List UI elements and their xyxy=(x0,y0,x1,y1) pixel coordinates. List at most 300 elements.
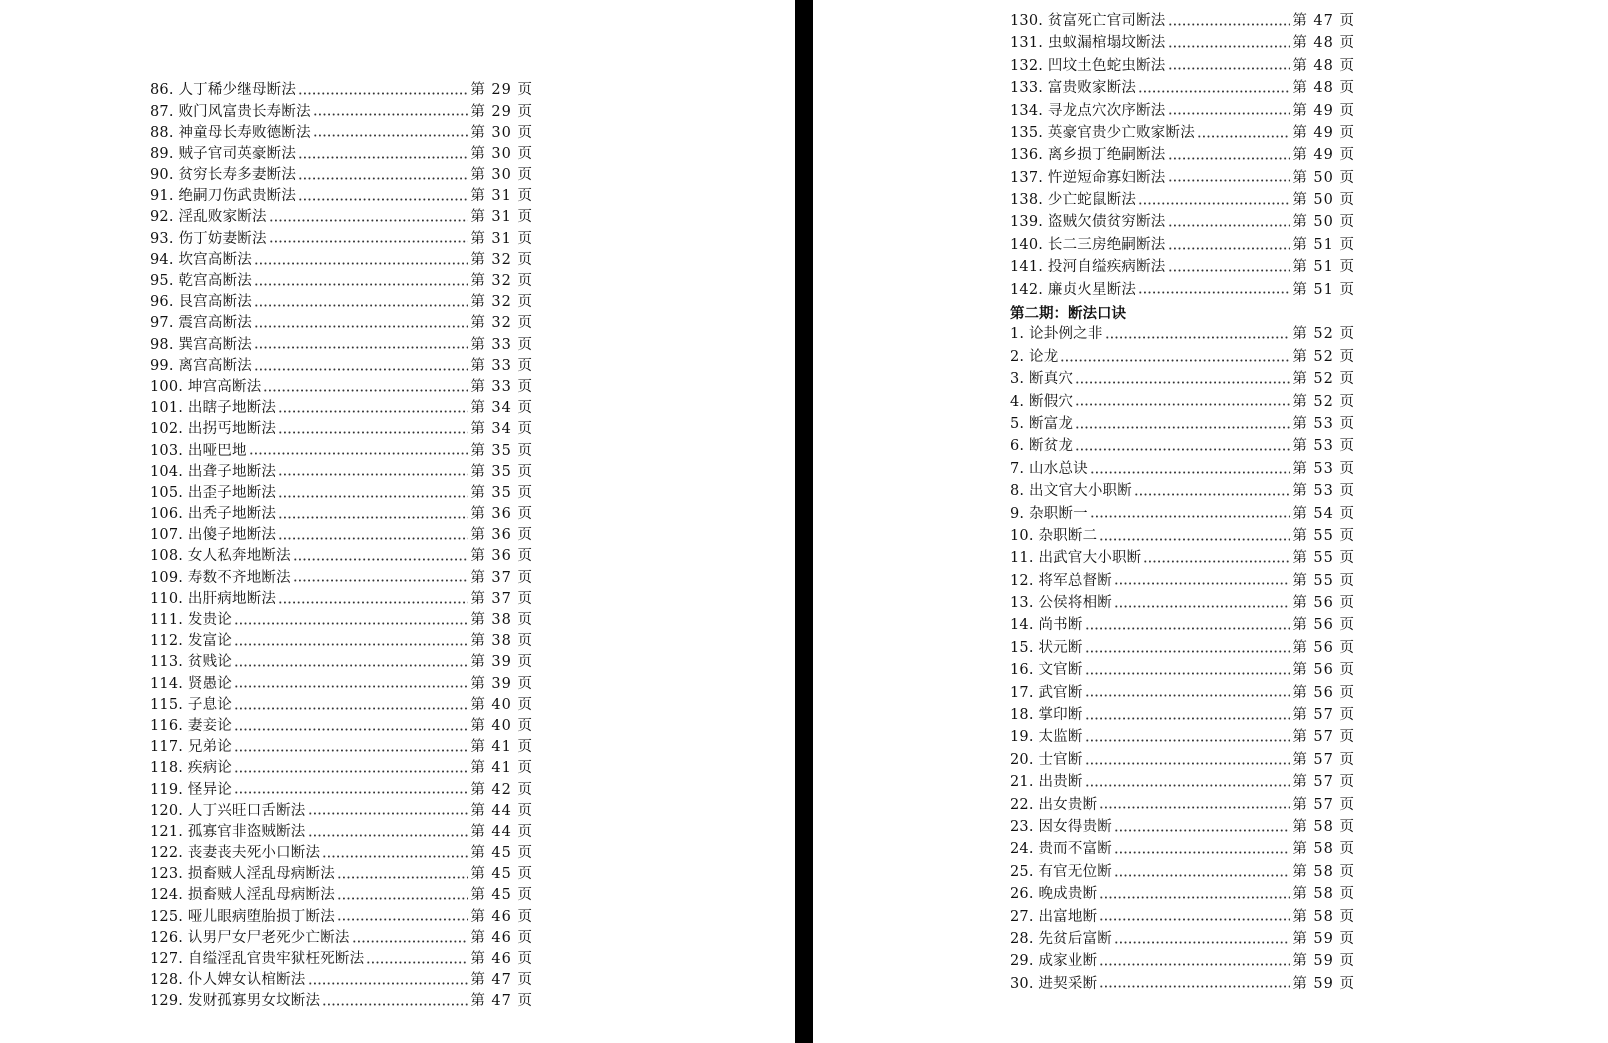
toc-entry xyxy=(1010,144,1355,166)
toc-entry-page: 第 39 页 xyxy=(470,654,533,671)
toc-entry xyxy=(1010,525,1355,547)
toc-entry xyxy=(150,906,533,927)
toc-entry-page: 第 41 页 xyxy=(470,760,533,777)
toc-entry xyxy=(1010,906,1355,928)
toc-entry-title: 118. 疾病论 xyxy=(150,760,232,777)
toc-entry-title: 9. 杂职断一 xyxy=(1010,505,1088,522)
toc-entry-title: 95. 乾宫高断法 xyxy=(150,273,252,290)
toc-entry-title: 88. 神童母长寿败德断法 xyxy=(150,124,311,141)
dot-leader xyxy=(337,876,468,879)
toc-entry xyxy=(1010,950,1355,972)
toc-entry-page: 第 50 页 xyxy=(1292,214,1355,231)
toc-entry-page: 第 34 页 xyxy=(470,400,533,417)
toc-entry-page: 第 49 页 xyxy=(1292,102,1355,119)
toc-entry xyxy=(150,928,533,949)
toc-entry-page: 第 34 页 xyxy=(470,421,533,438)
toc-entry-title: 134. 寻龙点穴次序断法 xyxy=(1010,102,1166,119)
dot-leader xyxy=(1099,538,1290,541)
toc-entry-title: 113. 贫贱论 xyxy=(150,654,232,671)
dot-leader xyxy=(1168,112,1291,115)
toc-entry-title: 94. 坎宫高断法 xyxy=(150,251,252,268)
toc-entry-page: 第 32 页 xyxy=(470,251,533,268)
toc-entry xyxy=(1010,883,1355,905)
dot-leader xyxy=(1168,23,1291,26)
toc-entry xyxy=(150,250,533,271)
toc-entry-page: 第 51 页 xyxy=(1292,281,1355,298)
dot-leader xyxy=(278,601,468,604)
toc-entry xyxy=(150,504,533,525)
toc-entry-page: 第 45 页 xyxy=(470,866,533,883)
dot-leader xyxy=(278,473,468,476)
toc-entry-title: 115. 子息论 xyxy=(150,696,232,713)
toc-entry-page: 第 48 页 xyxy=(1292,80,1355,97)
toc-entry-title: 20. 士官断 xyxy=(1010,751,1083,768)
toc-entry-page: 第 52 页 xyxy=(1292,348,1355,365)
toc-entry-page: 第 55 页 xyxy=(1292,527,1355,544)
toc-entry-page: 第 46 页 xyxy=(470,929,533,946)
toc-entry-title: 16. 文官断 xyxy=(1010,662,1083,679)
toc-entry-title: 119. 怪异论 xyxy=(150,781,232,798)
dot-leader xyxy=(322,1003,468,1006)
toc-entry-title: 104. 出聋子地断法 xyxy=(150,463,277,480)
dot-leader xyxy=(1197,135,1290,138)
toc-entry-page: 第 55 页 xyxy=(1292,572,1355,589)
dot-leader xyxy=(1085,627,1291,630)
toc-entry xyxy=(150,589,533,610)
toc-entry xyxy=(1010,749,1355,771)
dot-leader xyxy=(1168,67,1291,70)
toc-entry-title: 110. 出肝病地断法 xyxy=(150,590,277,607)
toc-entry-title: 24. 贵而不富断 xyxy=(1010,841,1112,858)
dot-leader xyxy=(1168,269,1291,272)
toc-entry xyxy=(1010,77,1355,99)
toc-entry-page: 第 58 页 xyxy=(1292,841,1355,858)
toc-entry-page: 第 57 页 xyxy=(1292,751,1355,768)
toc-entry-title: 26. 晚成贵断 xyxy=(1010,886,1098,903)
toc-entry-page: 第 30 页 xyxy=(470,167,533,184)
toc-entry-page: 第 31 页 xyxy=(470,230,533,247)
toc-entry xyxy=(1010,100,1355,122)
book-spine xyxy=(795,0,813,1043)
dot-leader xyxy=(1090,515,1290,518)
toc-entry xyxy=(150,779,533,800)
toc-entry-title: 102. 出拐丐地断法 xyxy=(150,421,277,438)
toc-entry xyxy=(1010,458,1355,480)
toc-entry-page: 第 38 页 xyxy=(470,633,533,650)
toc-entry-title: 8. 出文官大小职断 xyxy=(1010,483,1132,500)
dot-leader xyxy=(1114,829,1290,832)
toc-entry-page: 第 37 页 xyxy=(470,590,533,607)
toc-entry-title: 19. 太监断 xyxy=(1010,729,1083,746)
toc-entry-page: 第 51 页 xyxy=(1292,236,1355,253)
toc-entry-page: 第 57 页 xyxy=(1292,796,1355,813)
toc-entry xyxy=(1010,816,1355,838)
toc-entry-title: 17. 武官断 xyxy=(1010,684,1083,701)
right-toc-list xyxy=(1010,10,1355,995)
toc-entry-page: 第 56 页 xyxy=(1292,595,1355,612)
dot-leader xyxy=(1060,359,1290,362)
toc-entry-title: 103. 出哑巴地 xyxy=(150,442,247,459)
dot-leader xyxy=(1075,403,1290,406)
toc-entry-title: 141. 投河自缢疾病断法 xyxy=(1010,259,1166,276)
toc-entry-title: 25. 有官无位断 xyxy=(1010,863,1112,880)
toc-entry xyxy=(1010,659,1355,681)
toc-entry-page: 第 53 页 xyxy=(1292,415,1355,432)
toc-entry xyxy=(150,843,533,864)
dot-leader xyxy=(298,177,468,180)
toc-entry xyxy=(1010,368,1355,390)
toc-entry-page: 第 56 页 xyxy=(1292,639,1355,656)
toc-entry xyxy=(150,546,533,567)
toc-entry xyxy=(150,949,533,970)
toc-entry-title: 142. 廉贞火星断法 xyxy=(1010,281,1137,298)
toc-entry-page: 第 59 页 xyxy=(1292,953,1355,970)
dot-leader xyxy=(1114,605,1290,608)
toc-entry xyxy=(1010,570,1355,592)
toc-entry-page: 第 47 页 xyxy=(1292,12,1355,29)
toc-entry-title: 86. 人丁稀少继母断法 xyxy=(150,82,297,99)
toc-entry-page: 第 45 页 xyxy=(470,887,533,904)
toc-entry-page: 第 40 页 xyxy=(470,717,533,734)
toc-entry-title: 133. 富贵败家断法 xyxy=(1010,80,1137,97)
dot-leader xyxy=(234,685,468,688)
toc-entry xyxy=(150,525,533,546)
dot-leader xyxy=(254,262,468,265)
toc-entry-page: 第 59 页 xyxy=(1292,975,1355,992)
dot-leader xyxy=(1114,941,1290,944)
toc-entry-page: 第 32 页 xyxy=(470,315,533,332)
toc-entry-title: 127. 自缢淫乱官贵牢狱枉死断法 xyxy=(150,951,365,968)
toc-entry xyxy=(150,461,533,482)
dot-leader xyxy=(254,325,468,328)
dot-leader xyxy=(1075,381,1290,384)
toc-entry-title: 98. 巽宫高断法 xyxy=(150,336,252,353)
dot-leader xyxy=(1085,650,1291,653)
toc-entry-page: 第 54 页 xyxy=(1292,505,1355,522)
toc-entry-title: 109. 寿数不齐地断法 xyxy=(150,569,291,586)
dot-leader xyxy=(1085,784,1291,787)
dot-leader xyxy=(1085,694,1291,697)
toc-entry-title: 6. 断贫龙 xyxy=(1010,438,1074,455)
toc-entry xyxy=(1010,212,1355,234)
toc-entry xyxy=(1010,55,1355,77)
toc-entry-title: 139. 盗贼欠债贫穷断法 xyxy=(1010,214,1166,231)
toc-entry-page: 第 52 页 xyxy=(1292,393,1355,410)
toc-entry-title: 15. 状元断 xyxy=(1010,639,1083,656)
toc-entry-page: 第 36 页 xyxy=(470,506,533,523)
toc-entry-title: 105. 出歪子地断法 xyxy=(150,484,277,501)
toc-entry-title: 12. 将军总督断 xyxy=(1010,572,1112,589)
dot-leader xyxy=(1138,291,1290,294)
toc-entry-page: 第 47 页 xyxy=(470,972,533,989)
toc-entry-page: 第 44 页 xyxy=(470,823,533,840)
toc-entry-title: 121. 孤寡官非盗贼断法 xyxy=(150,823,306,840)
toc-entry-title: 18. 掌印断 xyxy=(1010,707,1083,724)
toc-entry-title: 96. 艮宫高断法 xyxy=(150,294,252,311)
dot-leader xyxy=(254,283,468,286)
toc-entry xyxy=(150,440,533,461)
toc-entry xyxy=(150,673,533,694)
toc-entry-title: 106. 出秃子地断法 xyxy=(150,506,277,523)
toc-entry-page: 第 33 页 xyxy=(470,336,533,353)
toc-entry-page: 第 49 页 xyxy=(1292,124,1355,141)
dot-leader xyxy=(1114,851,1290,854)
toc-entry-page: 第 56 页 xyxy=(1292,684,1355,701)
dot-leader xyxy=(1143,560,1290,563)
toc-entry-page: 第 41 页 xyxy=(470,739,533,756)
toc-entry-title: 137. 忤逆短命寡妇断法 xyxy=(1010,169,1166,186)
toc-entry xyxy=(150,419,533,440)
toc-entry xyxy=(150,122,533,143)
toc-entry-page: 第 58 页 xyxy=(1292,819,1355,835)
toc-entry-title: 128. 仆人婢女认棺断法 xyxy=(150,972,306,989)
toc-entry xyxy=(150,186,533,207)
dot-leader xyxy=(1099,963,1290,966)
toc-entry xyxy=(1010,167,1355,189)
toc-entry xyxy=(150,631,533,652)
dot-leader xyxy=(1114,874,1290,877)
dot-leader xyxy=(313,113,469,116)
toc-entry-page: 第 52 页 xyxy=(1292,371,1355,388)
toc-entry-title: 14. 尚书断 xyxy=(1010,617,1083,634)
toc-entry-title: 123. 损畜贼人淫乱母病断法 xyxy=(150,866,335,883)
toc-entry xyxy=(1010,122,1355,144)
toc-entry-title: 125. 哑儿眼病堕胎损丁断法 xyxy=(150,908,335,925)
toc-entry xyxy=(150,694,533,715)
dot-leader xyxy=(313,134,469,137)
toc-entry-title: 136. 离乡损丁绝嗣断法 xyxy=(1010,147,1166,164)
toc-entry xyxy=(1010,346,1355,368)
dot-leader xyxy=(1168,157,1291,160)
toc-entry-title: 87. 败门风富贵长寿断法 xyxy=(150,103,311,120)
dot-leader xyxy=(1134,493,1290,496)
dot-leader xyxy=(234,707,468,710)
toc-entry-title: 2. 论龙 xyxy=(1010,348,1059,365)
toc-entry-title: 126. 认男尸女尸老死少亡断法 xyxy=(150,929,350,946)
toc-entry-page: 第 38 页 xyxy=(470,612,533,629)
toc-entry-title: 29. 成家业断 xyxy=(1010,953,1098,970)
toc-entry-title: 13. 公侯将相断 xyxy=(1010,595,1112,612)
dot-leader xyxy=(1085,717,1291,720)
toc-entry xyxy=(1010,10,1355,32)
dot-leader xyxy=(1168,45,1291,48)
toc-entry-page: 第 40 页 xyxy=(470,696,533,713)
toc-entry-title: 99. 离宫高断法 xyxy=(150,357,252,374)
toc-entry xyxy=(1010,503,1355,525)
toc-entry xyxy=(150,864,533,885)
toc-entry-title: 100. 坤宫高断法 xyxy=(150,378,262,395)
toc-entry xyxy=(1010,413,1355,435)
toc-entry-title: 131. 虫蚁漏棺塌坟断法 xyxy=(1010,35,1166,52)
toc-entry xyxy=(150,101,533,122)
toc-entry xyxy=(1010,861,1355,883)
dot-leader xyxy=(234,664,468,667)
toc-entry-page: 第 47 页 xyxy=(470,993,533,1010)
dot-leader xyxy=(234,749,468,752)
toc-entry-title: 27. 出富地断 xyxy=(1010,908,1098,925)
dot-leader xyxy=(234,791,468,794)
toc-entry xyxy=(150,758,533,779)
toc-entry xyxy=(150,165,533,186)
toc-entry-title: 23. 因女得贵断 xyxy=(1010,819,1112,835)
toc-entry-page: 第 42 页 xyxy=(470,781,533,798)
toc-entry xyxy=(1010,727,1355,749)
toc-entry xyxy=(150,398,533,419)
dot-leader xyxy=(278,495,468,498)
dot-leader xyxy=(278,410,468,413)
toc-entry xyxy=(1010,480,1355,502)
toc-entry-page: 第 48 页 xyxy=(1292,57,1355,74)
dot-leader xyxy=(1138,90,1290,93)
toc-entry-title: 97. 震宫高断法 xyxy=(150,315,252,332)
dot-leader xyxy=(352,940,469,943)
dot-leader xyxy=(308,834,469,837)
toc-entry-title: 135. 英豪官贵少亡败家断法 xyxy=(1010,124,1195,141)
toc-entry-title: 132. 凹坟土色蛇虫断法 xyxy=(1010,57,1166,74)
toc-entry-title: 22. 出女贵断 xyxy=(1010,796,1098,813)
dot-leader xyxy=(254,368,468,371)
toc-entry xyxy=(150,800,533,821)
toc-entry-title: 111. 发贵论 xyxy=(150,612,232,629)
toc-entry-page: 第 57 页 xyxy=(1292,707,1355,724)
toc-entry xyxy=(1010,973,1355,995)
toc-entry xyxy=(1010,391,1355,413)
toc-entry-title: 122. 丧妻丧夫死小口断法 xyxy=(150,845,321,862)
toc-entry xyxy=(150,355,533,376)
toc-entry-page: 第 55 页 xyxy=(1292,550,1355,567)
dot-leader xyxy=(1114,582,1290,585)
toc-entry-page: 第 59 页 xyxy=(1292,930,1355,947)
toc-entry xyxy=(1010,838,1355,860)
dot-leader xyxy=(1075,426,1290,429)
toc-entry xyxy=(150,610,533,631)
dot-leader xyxy=(298,156,468,159)
toc-entry xyxy=(1010,279,1355,301)
toc-entry-page: 第 53 页 xyxy=(1292,460,1355,477)
dot-leader xyxy=(278,431,468,434)
dot-leader xyxy=(1105,336,1291,339)
toc-entry-title: 11. 出武官大小职断 xyxy=(1010,550,1142,567)
toc-entry-title: 112. 发富论 xyxy=(150,633,232,650)
toc-entry xyxy=(150,271,533,292)
toc-entry-page: 第 53 页 xyxy=(1292,438,1355,455)
toc-entry-page: 第 33 页 xyxy=(470,357,533,374)
dot-leader xyxy=(1138,202,1290,205)
toc-entry xyxy=(1010,704,1355,726)
dot-leader xyxy=(1099,806,1290,809)
toc-entry-page: 第 58 页 xyxy=(1292,863,1355,880)
dot-leader xyxy=(1168,224,1291,227)
toc-entry-page: 第 33 页 xyxy=(470,378,533,395)
toc-entry-title: 3. 断真穴 xyxy=(1010,371,1074,388)
dot-leader xyxy=(366,961,468,964)
toc-entry-title: 117. 兄弟论 xyxy=(150,739,232,756)
toc-entry-page: 第 45 页 xyxy=(470,845,533,862)
dot-leader xyxy=(234,643,468,646)
dot-leader xyxy=(322,855,468,858)
dot-leader xyxy=(269,219,469,222)
toc-entry xyxy=(150,737,533,758)
toc-entry xyxy=(1010,592,1355,614)
toc-entry-title: 1. 论卦例之非 xyxy=(1010,326,1103,343)
toc-entry-page: 第 36 页 xyxy=(470,527,533,544)
toc-entry-page: 第 57 页 xyxy=(1292,729,1355,746)
dot-leader xyxy=(1085,672,1291,675)
toc-entry-title: 7. 山水总诀 xyxy=(1010,460,1088,477)
toc-entry-page: 第 31 页 xyxy=(470,188,533,205)
toc-entry-page: 第 39 页 xyxy=(470,675,533,692)
toc-entry-page: 第 30 页 xyxy=(470,124,533,141)
toc-entry-page: 第 56 页 xyxy=(1292,662,1355,679)
toc-entry-page: 第 50 页 xyxy=(1292,192,1355,209)
toc-entry-page: 第 56 页 xyxy=(1292,617,1355,634)
toc-entry-title: 92. 淫乱败家断法 xyxy=(150,209,267,226)
toc-entry-page: 第 48 页 xyxy=(1292,35,1355,52)
dot-leader xyxy=(298,198,468,201)
left-page xyxy=(0,0,795,1043)
dot-leader xyxy=(234,770,468,773)
toc-entry-page: 第 32 页 xyxy=(470,273,533,290)
toc-entry-title: 120. 人丁兴旺口舌断法 xyxy=(150,802,306,819)
toc-entry-title: 90. 贫穷长寿多妻断法 xyxy=(150,167,297,184)
toc-entry xyxy=(1010,189,1355,211)
right-page xyxy=(813,0,1608,1043)
toc-entry-page: 第 29 页 xyxy=(470,82,533,99)
toc-entry xyxy=(1010,32,1355,54)
toc-entry-page: 第 30 页 xyxy=(470,145,533,162)
toc-entry xyxy=(150,334,533,355)
toc-entry-page: 第 52 页 xyxy=(1292,326,1355,343)
toc-entry-title: 130. 贫富死亡官司断法 xyxy=(1010,12,1166,29)
toc-entry-title: 129. 发财孤寡男女坟断法 xyxy=(150,993,321,1010)
toc-entry-page: 第 50 页 xyxy=(1292,169,1355,186)
toc-entry-title: 93. 伤丁妨妻断法 xyxy=(150,230,267,247)
dot-leader xyxy=(298,92,468,95)
dot-leader xyxy=(278,537,468,540)
toc-entry xyxy=(150,716,533,737)
toc-entry xyxy=(150,292,533,313)
toc-entry xyxy=(1010,794,1355,816)
dot-leader xyxy=(337,918,468,921)
toc-entry-page: 第 35 页 xyxy=(470,463,533,480)
toc-entry-page: 第 29 页 xyxy=(470,103,533,120)
toc-entry-title: 140. 长二三房绝嗣断法 xyxy=(1010,236,1166,253)
toc-entry xyxy=(150,652,533,673)
dot-leader xyxy=(293,579,469,582)
section-heading: 第二期：断法口诀 xyxy=(1010,305,1126,322)
dot-leader xyxy=(1099,918,1290,921)
toc-entry-title: 91. 绝嗣刀伤武贵断法 xyxy=(150,188,297,205)
toc-entry xyxy=(150,991,533,1012)
toc-entry-title: 101. 出瞎子地断法 xyxy=(150,400,277,417)
toc-entry-page: 第 36 页 xyxy=(470,548,533,565)
toc-entry xyxy=(1010,547,1355,569)
dot-leader xyxy=(263,389,468,392)
toc-entry xyxy=(1010,234,1355,256)
toc-entry-title: 107. 出傻子地断法 xyxy=(150,527,277,544)
toc-entry xyxy=(1010,637,1355,659)
toc-entry-title: 116. 妻妾论 xyxy=(150,717,232,734)
toc-entry-title: 138. 少亡蛇鼠断法 xyxy=(1010,192,1137,209)
toc-entry-page: 第 49 页 xyxy=(1292,147,1355,164)
toc-entry-page: 第 46 页 xyxy=(470,951,533,968)
toc-entry-page: 第 58 页 xyxy=(1292,908,1355,925)
toc-entry-title: 21. 出贵断 xyxy=(1010,774,1083,791)
toc-entry-page: 第 53 页 xyxy=(1292,483,1355,500)
toc-entry-page: 第 32 页 xyxy=(470,294,533,311)
toc-entry-title: 124. 损畜贼人淫乱母病断法 xyxy=(150,887,335,904)
toc-entry xyxy=(150,207,533,228)
